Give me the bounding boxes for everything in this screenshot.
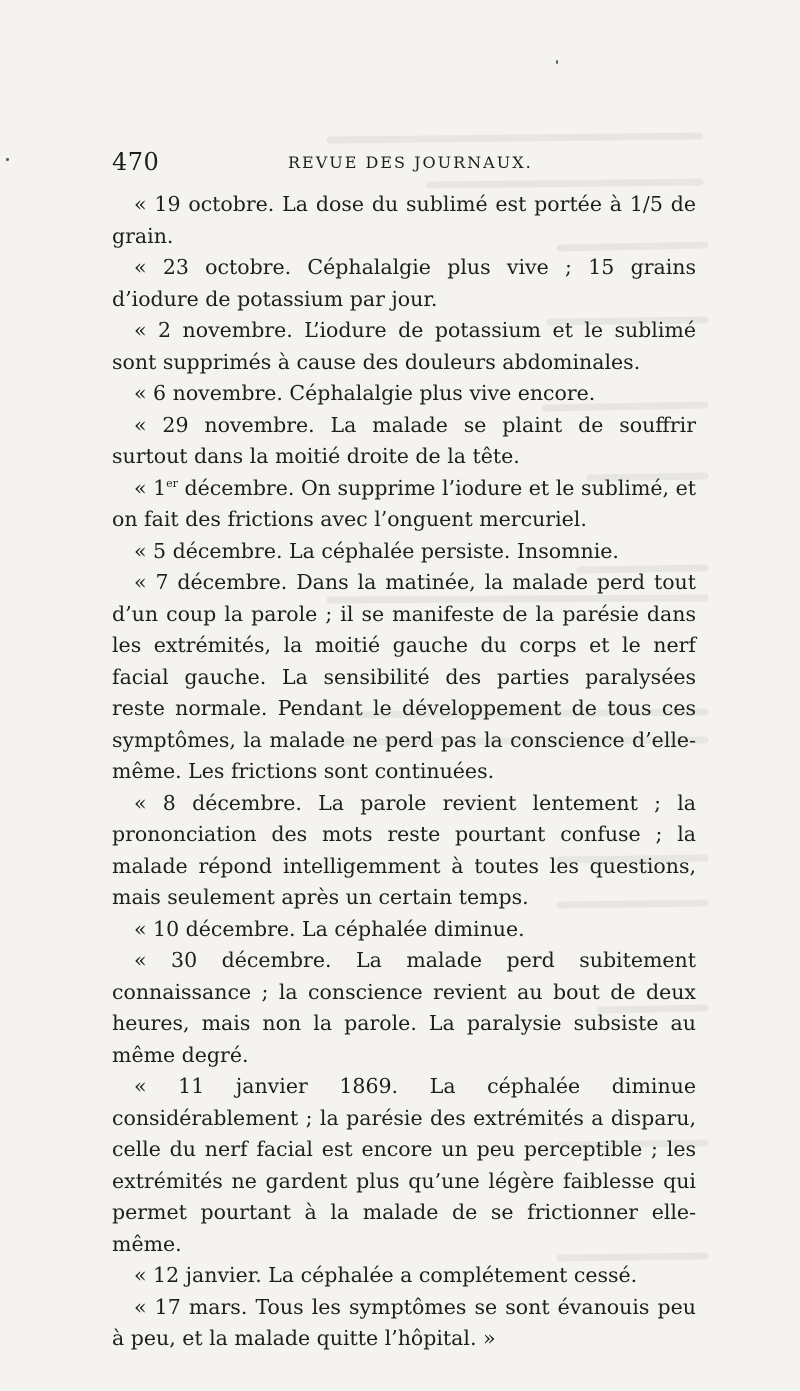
paragraph xyxy=(112,473,696,536)
paragraph: « 12 janvier. La céphalée a complétement cessé. xyxy=(134,1263,638,1287)
paragraph-lead: « 1 xyxy=(134,475,167,500)
paragraph: « 6 novembre. Céphalalgie plus vive encore. xyxy=(134,381,596,405)
paragraph: « 17 mars. Tous les symptômes se sont évanouis peu à peu, et la malade quitte l’hôpital. » xyxy=(112,1294,696,1350)
page-header xyxy=(112,148,692,178)
paragraph: « 2 novembre. L’iodure de potassium et le sublimé sont supprimés à cause des douleurs abdominales. xyxy=(112,318,696,374)
paragraph: « 11 janvier 1869. La céphalée diminue considérablement ; la parésie des extrémités a disparu, celle du nerf facial est encore un peu perceptible ; les extrémités ne gardent plus qu’une légère faiblesse qui permet pourtant à la malade de se frictionner elle-même. xyxy=(112,1074,696,1256)
body-text xyxy=(112,189,696,1355)
paragraph: « 7 décembre. Dans la matinée, la malade perd tout d’un coup la parole ; il se manifeste de la parésie dans les extrémités, la moitié gauche du corps et le nerf facial gauche. La sensibilité des parties paralysées reste normale. Pendant le développement de tous ces symptômes, la malade ne perd pas la conscience d’elle-même. Les frictions sont continuées. xyxy=(112,570,696,783)
ordinal-superscript: er xyxy=(166,476,178,490)
paragraph: « 23 octobre. Céphalalgie plus vive ; 15 grains d’iodure de potassium par jour. xyxy=(112,255,696,311)
paragraph: « 30 décembre. La malade perd subitement connaissance ; la conscience revient au bout de deux heures, mais non la parole. La paralysie subsiste au même degré. xyxy=(112,948,696,1067)
paper-speck xyxy=(556,60,558,64)
page-number: 470 xyxy=(112,148,160,176)
paper-speck xyxy=(6,158,9,161)
running-head: REVUE DES JOURNAUX. xyxy=(288,153,533,172)
paragraph: « 5 décembre. La céphalée persiste. Insomnie. xyxy=(134,538,619,563)
paragraph-rest: décembre. On supprime l’iodure et le sublimé, et on fait des frictions avec l’onguent mercuriel. xyxy=(112,475,696,531)
paragraph: « 8 décembre. La parole revient lentement ; la prononciation des mots reste pourtant confuse ; la malade répond intelligemment à toutes les questions, mais seulement après un certain temps. xyxy=(112,790,696,909)
paragraph: « 19 octobre. La dose du sublimé est portée à 1/5 de grain. xyxy=(112,192,696,248)
paragraph: « 10 décembre. La céphalée diminue. xyxy=(134,916,525,941)
paragraph: « 29 novembre. La malade se plaint de souffrir surtout dans la moitié droite de la tête. xyxy=(112,412,696,468)
